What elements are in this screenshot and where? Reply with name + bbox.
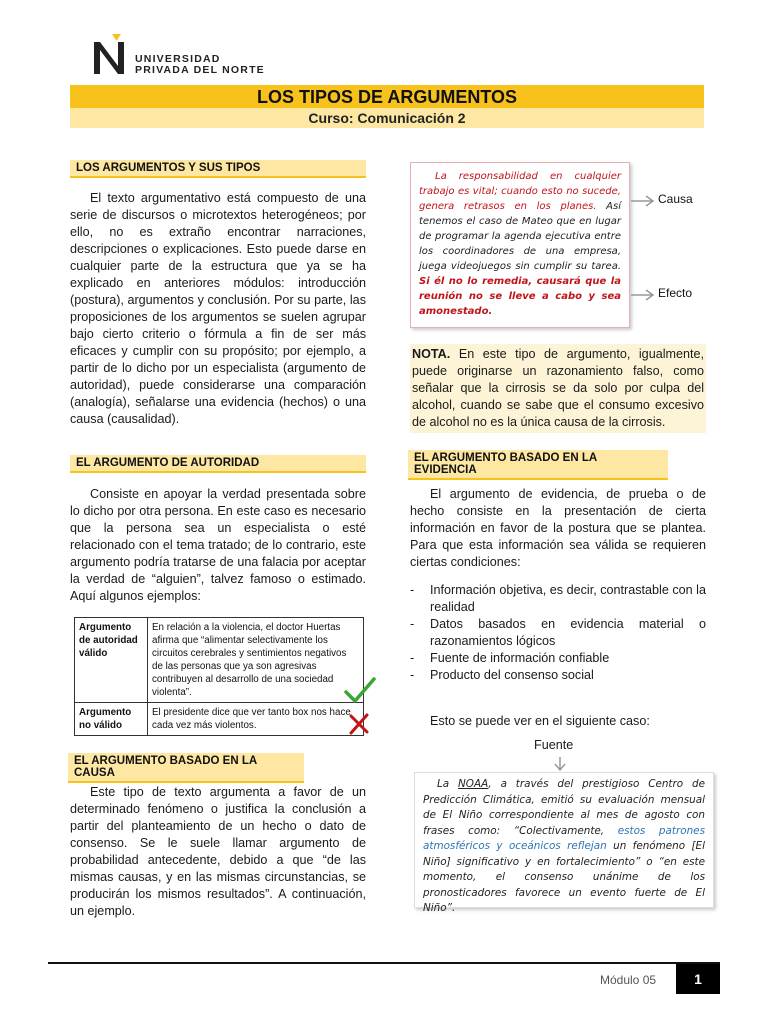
section-text-autoridad: Consiste en apoyar la verdad presentada sobre lo dicho por otra persona. En este caso es necesario que la persona sea un especialista o esté relacionado con el tema tratado; de lo contrario, este argumento podría tratarse de una falacia por aceptar la verdad de “alguien”, talvez famoso o estimado. Aquí algunos ejemplos: bbox=[70, 487, 366, 603]
list-item: - Información objetiva, es decir, contrastable con la realidad bbox=[410, 582, 706, 616]
quote-cause: Así tenemos el caso de Mateo que en lugar de programar la agenda ejecutiva entre los coordinadores de una empresa, juega videojuegos sin cumplir su tarea. bbox=[419, 201, 621, 272]
quote-intro: La responsabilidad en cualquier trabajo es vital; cuando esto no sucede, genera retrasos en los planes. bbox=[419, 171, 621, 212]
note-text: En este tipo de argumento, igualmente, puede originarse un razonamiento falso, como señalar que la cirrosis se da solo por culpa del alcohol, cuando se sabe que el consumo excesivo de alcohol no es la única causa de la cirrosis. bbox=[412, 347, 704, 429]
noaa-link: NOAA bbox=[458, 778, 489, 790]
course-subtitle: Curso: Comunicación 2 bbox=[70, 108, 704, 128]
table-cell-text: En relación a la violencia, el doctor Huertas afirma que “alimentar selectivamente los circuitos cerebrales y sentimientos negativos de las personas que ya son agresivas contribuyen al desarrollo de una sociedad violenta”. bbox=[148, 618, 364, 703]
table-cell-label: Argumento no válido bbox=[75, 703, 148, 736]
noaa-part2: , a través del prestigioso Centro de Predicción Climática, emitió su evaluación mensual de El Niño correspondiente al mes de agosto con frases como: “Colectivamente, bbox=[423, 778, 705, 837]
university-line2: PRIVADA DEL NORTE bbox=[135, 64, 265, 76]
effect-label: Efecto bbox=[658, 286, 693, 300]
list-item: - Producto del consenso social bbox=[410, 667, 706, 684]
section-heading-evidencia: EL ARGUMENTO BASADO EN LA EVIDENCIA bbox=[408, 450, 668, 480]
evidence-example-box bbox=[414, 772, 714, 914]
section-text-evidencia: El argumento de evidencia, de prueba o de hecho consiste en la presentación de cierta información en favor de la postura que se plantea. Para que esta información sea válida se requieren ciertas condiciones: bbox=[410, 487, 706, 569]
list-item: - Fuente de información confiable bbox=[410, 650, 706, 667]
quote-effect: Si él no lo remedia, causará que la reunión no se lleve a cabo y sea amonestado. bbox=[419, 276, 621, 317]
cause-example-box bbox=[410, 162, 630, 328]
section-heading-autoridad: EL ARGUMENTO DE AUTORIDAD bbox=[70, 455, 366, 473]
check-icon bbox=[343, 676, 377, 709]
noaa-highlight: estos patrones atmosféricos y oceánicos reflejan bbox=[423, 824, 705, 852]
section-heading-tipos: LOS ARGUMENTOS Y SUS TIPOS bbox=[70, 160, 366, 178]
source-label: Fuente bbox=[534, 738, 574, 752]
table-cell-label: Argumento de autoridad válido bbox=[75, 618, 148, 703]
cause-label: Causa bbox=[658, 192, 693, 206]
table-row bbox=[75, 703, 364, 736]
module-label: Módulo 05 bbox=[600, 973, 657, 987]
note-label: NOTA. bbox=[412, 347, 451, 361]
section-text-causa: Este tipo de texto argumenta a favor de un determinado fenómeno o justifica la conclusión a partir del planteamiento de un hecho o dato de consenso. Se le suele llamar argumento de probabilidad antecedente, debido a que “de las mismas causas, y en las mismas circunstancias, se producirán los mismos resultados”. A continuación, un ejemplo. bbox=[70, 785, 366, 918]
case-intro: Esto se puede ver en el siguiente caso: bbox=[430, 714, 650, 728]
authority-examples-table bbox=[74, 617, 364, 736]
arrow-right-icon bbox=[630, 194, 656, 212]
table-row bbox=[75, 618, 364, 703]
university-logo-icon bbox=[92, 32, 130, 76]
university-name bbox=[135, 54, 265, 76]
list-item: - Datos basados en evidencia material o razonamientos lógicos bbox=[410, 616, 706, 650]
noaa-part3: un fenómeno [El Niño] significativo y en fortalecimiento” o “en este momento, el consenso unánime de los pronosticadores favorece un evento fuerte de El Niño”. bbox=[423, 840, 705, 914]
section-text-tipos: El texto argumentativo está compuesto de una serie de discursos o microtextos heterogéneos; por ello, no es extraño encontrar narraciones, descripciones o explicaciones. Esto puede darse en cualquier parte de la estructura que ya se ha explicado en anteriores módulos: introducción (postura), argumentos y conclusión. Por su parte, las proposiciones de los argumentos se suelen agrupar bajo cierto criterio o fórmula a fin de ser más eficaces y cumplir con su propósito; por ejemplo, a partir de lo dicho por un especialista (argumento de autoridad), puede considerarse una comparación (analogía), señalarse una evidencia (hechos) o una causa (causalidad). bbox=[70, 191, 366, 426]
noaa-intro: La bbox=[437, 778, 450, 790]
page-title: LOS TIPOS DE ARGUMENTOS bbox=[70, 85, 704, 110]
cross-icon bbox=[348, 713, 370, 740]
table-cell-text: El presidente dice que ver tanto box nos hace cada vez más violentos. bbox=[148, 703, 364, 736]
arrow-right-icon bbox=[630, 288, 656, 306]
university-line1: UNIVERSIDAD bbox=[135, 53, 221, 65]
page-number: 1 bbox=[676, 964, 720, 994]
footer-divider bbox=[48, 962, 720, 964]
section-heading-causa: EL ARGUMENTO BASADO EN LA CAUSA bbox=[68, 753, 304, 783]
conditions-list bbox=[410, 582, 706, 684]
note-box bbox=[410, 344, 706, 433]
